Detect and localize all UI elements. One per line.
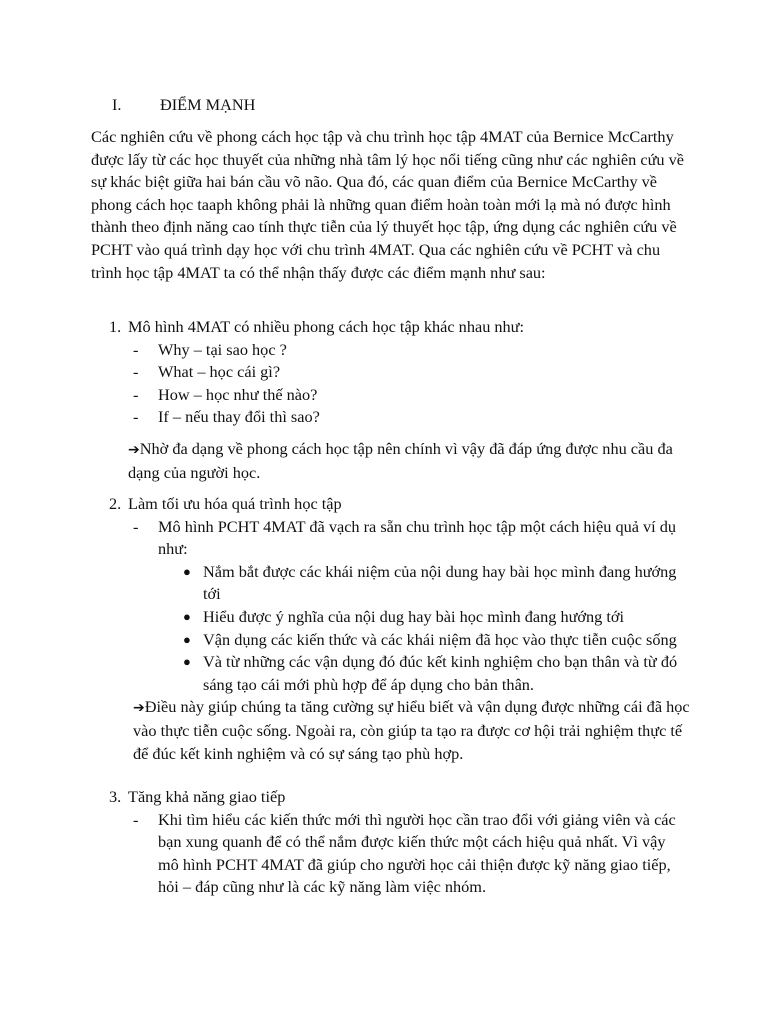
section-1 xyxy=(91,316,691,484)
bullet-icon: ● xyxy=(183,563,191,579)
bullet-icon: ● xyxy=(183,654,191,670)
list-item xyxy=(91,384,678,407)
list-number: 2. xyxy=(109,494,122,513)
list-number: 1. xyxy=(109,317,122,336)
section-3 xyxy=(91,786,691,899)
bullet-icon: ● xyxy=(183,608,191,624)
bullet-text: Hiểu được ý nghĩa của nội dug hay bài học mình đang hướng tới xyxy=(203,606,625,626)
list-item xyxy=(91,339,678,362)
dash-marker: - xyxy=(133,384,139,404)
numbered-item-2 xyxy=(91,493,691,516)
section-2 xyxy=(91,493,691,765)
numbered-item-3 xyxy=(91,786,691,809)
bullet-text: Nắm bắt được các khái niệm của nội dung hay bài học mình đang hướng tới xyxy=(203,561,677,604)
list-number: 3. xyxy=(109,787,122,806)
right-arrow-icon: ➔ xyxy=(133,700,145,717)
bullet-icon: ● xyxy=(183,631,191,647)
list-item xyxy=(91,361,678,384)
numbered-item-title: Làm tối ưu hóa quá trình học tập xyxy=(128,494,342,513)
numbered-item-1 xyxy=(91,316,691,339)
bullet-item xyxy=(91,629,691,652)
bullet-text: Và từ những các vận dụng đó đúc kết kinh nghiệm cho bạn thân và từ đó sáng tạo cái mới phù hợp để áp dụng cho bản thân. xyxy=(203,652,678,694)
list-item-text: Khi tìm hiểu các kiến thức mới thì người học cần trao đổi với giảng viên và các bạn xung quanh để có thể nắm được kiến thức một cách hiệu quả nhất. Vì vậy mô hình PCHT 4MAT đã giúp cho người học cải thiện được kỹ năng giao tiếp, hỏi – đáp cũng như là các kỹ năng làm việc nhóm. xyxy=(158,809,676,897)
right-arrow-icon: ➔ xyxy=(128,441,140,458)
conclusion-paragraph xyxy=(91,438,688,484)
dash-marker: - xyxy=(133,339,139,359)
list-item xyxy=(91,809,678,899)
list-item xyxy=(91,516,678,561)
list-item-text: How – học như thế nào? xyxy=(158,384,318,404)
intro-paragraph: Các nghiên cứu về phong cách học tập và chu trình học tập 4MAT của Bernice McCarthy được lấy từ các học thuyết của những nhà tâm lý học nổi tiếng cũng như các nghiên cứu về sự khác biệt giữa hai bán cầu võ não. Qua đó, các quan điểm của Bernice McCarthy về phong cách học taaph không phải là những quan điểm hoàn toàn mới lạ mà nó được hình thành theo định năng cao tính thực tiễn của lý thuyết học tập, ứng dụng các nghiên cứu về PCHT vào quá trình dạy học với chu trình 4MAT. Qua các nghiên cứu về PCHT và chu trình học tập 4MAT ta có thể nhận thấy được các điểm mạnh như sau: xyxy=(91,127,684,282)
dash-marker: - xyxy=(133,362,139,382)
bullet-item xyxy=(91,651,691,696)
list-item-text: If – nếu thay đổi thì sao? xyxy=(158,407,320,427)
numbered-item-title: Tăng khả năng giao tiếp xyxy=(128,787,286,806)
section-heading xyxy=(112,94,255,117)
list-item-text: What – học cái gì? xyxy=(158,362,281,382)
heading-title: ĐIỂM MẠNH xyxy=(160,95,256,114)
dash-marker: - xyxy=(133,407,139,427)
list-item-text: Mô hình PCHT 4MAT đã vạch ra sẵn chu trình học tập một cách hiệu quả ví dụ như: xyxy=(158,516,677,559)
bullet-text: Vận dụng các kiến thức và các khái niệm đã học vào thực tiễn cuộc sống xyxy=(203,629,677,649)
dash-marker: - xyxy=(133,809,139,829)
list-item-text: Why – tại sao học ? xyxy=(158,339,287,359)
conclusion-text: Điều này giúp chúng ta tăng cường sự hiểu biết và vận dụng được những cái đã học vào thực tiễn cuộc sống. Ngoài ra, còn giúp ta tạo ra được cơ hội trải nghiệm thực tế để đúc kết kinh nghiệm và có sự sáng tạo phù hợp. xyxy=(133,697,690,763)
bullet-item xyxy=(91,606,691,629)
conclusion-text: Nhờ đa dạng về phong cách học tập nên chính vì vậy đã đáp ứng được nhu cầu đa dạng của người học. xyxy=(128,438,673,482)
list-item xyxy=(91,406,678,429)
heading-number: I. xyxy=(112,95,122,114)
bullet-item xyxy=(91,561,691,606)
dash-marker: - xyxy=(133,516,139,536)
conclusion-paragraph xyxy=(91,696,693,765)
numbered-item-title: Mô hình 4MAT có nhiều phong cách học tập khác nhau như: xyxy=(128,317,525,336)
